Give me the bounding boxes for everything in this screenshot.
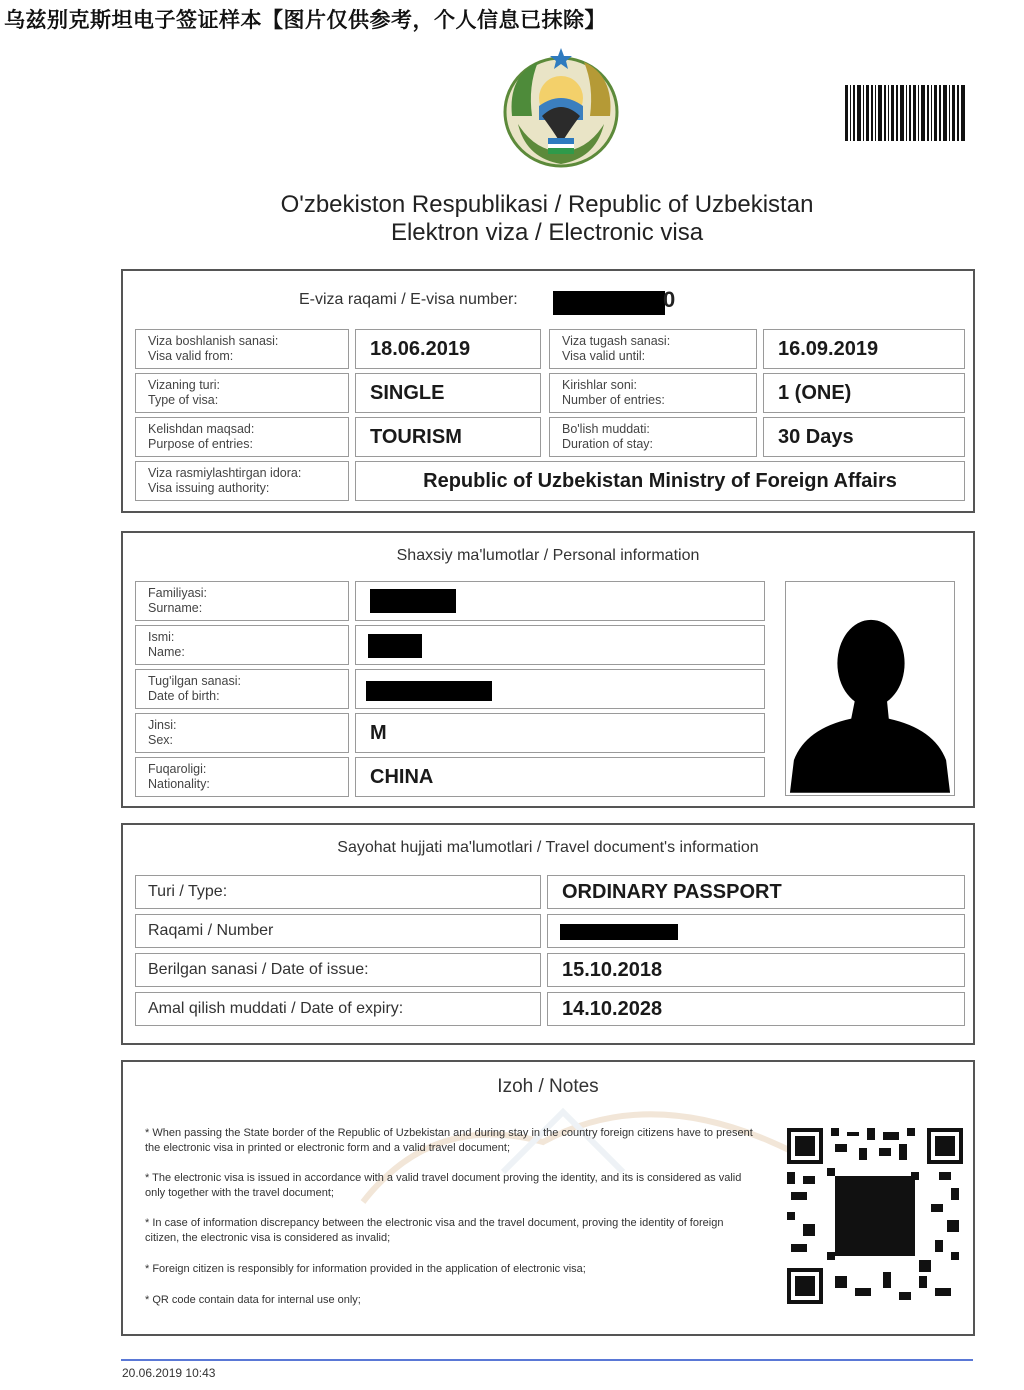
notes-heading: Izoh / Notes: [497, 1076, 599, 1097]
redacted-name: [368, 634, 422, 658]
redacted-surname: [370, 589, 456, 613]
nationality-value: CHINA: [355, 757, 765, 797]
name-value: [355, 625, 765, 665]
valid-from-label: Viza boshlanish sanasi: Visa valid from:: [135, 329, 349, 369]
expiry-date-value: 14.10.2028: [547, 992, 965, 1026]
expiry-date-label: Amal qilish muddati / Date of expiry:: [135, 992, 541, 1026]
authority-value: Republic of Uzbekistan Ministry of Foreign Affairs: [355, 461, 965, 501]
personal-info-section: [121, 531, 975, 808]
document-type-value: ORDINARY PASSPORT: [547, 875, 965, 909]
visa-type-value: SINGLE: [355, 373, 541, 413]
barcode-icon: [845, 85, 965, 141]
surname-label: Familiyasi: Surname:: [135, 581, 349, 621]
footer-divider: [121, 1359, 973, 1361]
note-item: * The electronic visa is issued in accordance with a valid travel document proving the identity, and its is considered as valid only together with the travel document;: [145, 1172, 742, 1199]
visa-number-label: E-viza raqami / E-visa number:: [299, 291, 518, 308]
redacted-document-number: [560, 924, 678, 940]
personal-info-heading: Shaxsiy ma'lumotlar / Personal information: [396, 547, 700, 564]
image-caption: 乌兹别克斯坦电子签证样本【图片仅供参考，个人信息已抹除】: [4, 8, 606, 32]
travel-document-section: [121, 823, 975, 1045]
document-title-line2: Elektron viza / Electronic visa: [390, 219, 704, 246]
qr-code-icon: [787, 1128, 963, 1304]
valid-from-value: 18.06.2019: [355, 329, 541, 369]
dob-value: [355, 669, 765, 709]
issue-date-value: 15.10.2018: [547, 953, 965, 987]
authority-label: Viza rasmiylashtirgan idora: Visa issuing authority:: [135, 461, 349, 501]
note-item: * QR code contain data for internal use only;: [145, 1294, 361, 1306]
name-label: Ismi: Name:: [135, 625, 349, 665]
visa-number-tail: 0: [663, 287, 676, 312]
issue-date-label: Berilgan sanasi / Date of issue:: [135, 953, 541, 987]
photo-placeholder-silhouette-icon: [785, 581, 955, 796]
faded-watermark-text: [140, 85, 144, 101]
sex-label: Jinsi: Sex:: [135, 713, 349, 753]
document-type-label: Turi / Type:: [135, 875, 541, 909]
document-title-line1: O'zbekiston Respublikasi / Republic of Uzbekistan: [280, 191, 814, 218]
note-item: * Foreign citizen is responsibly for information provided in the application of electronic visa;: [145, 1263, 586, 1275]
document-number-value: [547, 914, 965, 948]
redacted-dob: [366, 681, 492, 701]
nationality-label: Fuqaroligi: Nationality:: [135, 757, 349, 797]
sex-value: M: [355, 713, 765, 753]
print-timestamp: 20.06.2019 10:43: [122, 1366, 216, 1380]
uzbekistan-emblem-icon: [498, 46, 624, 170]
surname-value: [355, 581, 765, 621]
valid-until-label: Viza tugash sanasi: Visa valid until:: [549, 329, 757, 369]
duration-label: Bo'lish muddati: Duration of stay:: [549, 417, 757, 457]
document-number-label: Raqami / Number: [135, 914, 541, 948]
purpose-label: Kelishdan maqsad: Purpose of entries:: [135, 417, 349, 457]
visa-info-section: [121, 269, 975, 513]
notes-section: [121, 1060, 975, 1336]
note-item: * When passing the State border of the Republic of Uzbekistan and during stay in the country foreign citizens have to present the electronic visa in printed or electronic form and a valid travel document;: [145, 1127, 753, 1154]
entries-label: Kirishlar soni: Number of entries:: [549, 373, 757, 413]
purpose-value: TOURISM: [355, 417, 541, 457]
valid-until-value: 16.09.2019: [763, 329, 965, 369]
redacted-visa-number: [553, 291, 665, 315]
duration-value: 30 Days: [763, 417, 965, 457]
visa-type-label: Vizaning turi: Type of visa:: [135, 373, 349, 413]
travel-document-heading: Sayohat hujjati ma'lumotlari / Travel document's information: [337, 839, 759, 856]
dob-label: Tug'ilgan sanasi: Date of birth:: [135, 669, 349, 709]
entries-value: 1 (ONE): [763, 373, 965, 413]
note-item: * In case of information discrepancy between the electronic visa and the travel document, proving the identity of foreign citizen, the electronic visa is considered as invalid;: [145, 1217, 724, 1244]
